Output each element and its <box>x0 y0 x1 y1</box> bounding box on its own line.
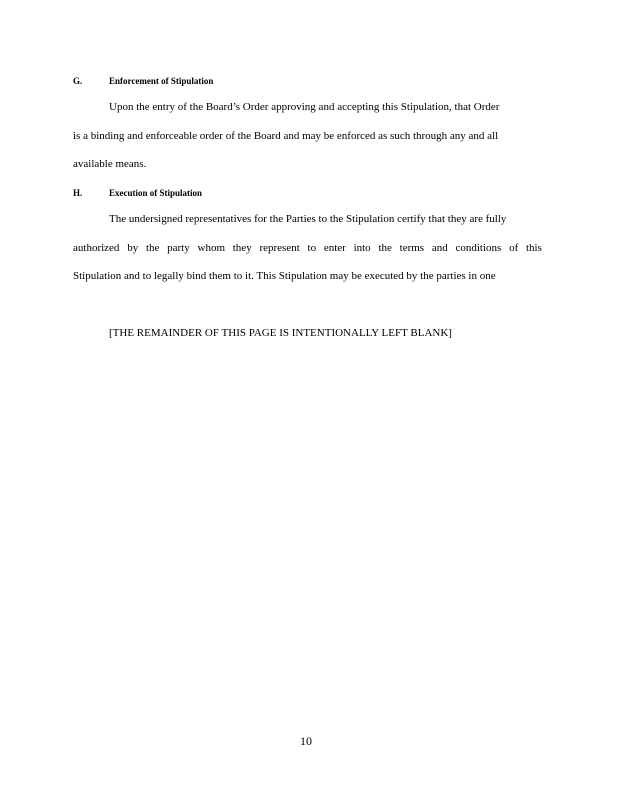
justified-word: this <box>526 242 542 254</box>
section-h-line-2 <box>73 241 542 255</box>
justified-word: and <box>431 242 448 254</box>
justified-word: represent <box>259 242 300 254</box>
section-h-title: Execution of Stipulation <box>109 188 203 198</box>
section-h-line-1: The undersigned representatives for the Parties to the Stipulation certify that they are fully <box>109 213 507 225</box>
justified-word: authorized <box>73 242 120 254</box>
justified-word: party <box>167 242 190 254</box>
justified-word: terms <box>399 242 425 254</box>
justified-word: the <box>145 242 160 254</box>
page-number: 10 <box>300 734 312 748</box>
justified-word: they <box>232 242 252 254</box>
section-h-heading <box>73 187 273 199</box>
justified-word: by <box>127 242 139 254</box>
justified-word: enter <box>323 242 346 254</box>
section-g-line-1: Upon the entry of the Board’s Order approving and accepting this Stipulation, that Order <box>109 101 500 113</box>
section-g-heading <box>73 75 273 87</box>
justified-word: of <box>509 242 519 254</box>
blank-page-notice: [THE REMAINDER OF THIS PAGE IS INTENTIONALLY LEFT BLANK] <box>109 327 452 339</box>
justified-word: conditions <box>455 242 502 254</box>
justified-word: to <box>307 242 317 254</box>
justified-word: into <box>353 242 371 254</box>
section-h-line-3: Stipulation and to legally bind them to it. This Stipulation may be executed by the parties in one <box>73 270 496 282</box>
section-g-title: Enforcement of Stipulation <box>109 76 214 86</box>
section-g-line-2: is a binding and enforceable order of the Board and may be enforced as such through any and all <box>73 130 499 142</box>
section-h-letter: H. <box>73 188 83 198</box>
justified-word: whom <box>197 242 225 254</box>
justified-word: the <box>378 242 392 254</box>
section-g-line-3: available means. <box>73 158 147 170</box>
section-g-letter: G. <box>73 76 83 86</box>
